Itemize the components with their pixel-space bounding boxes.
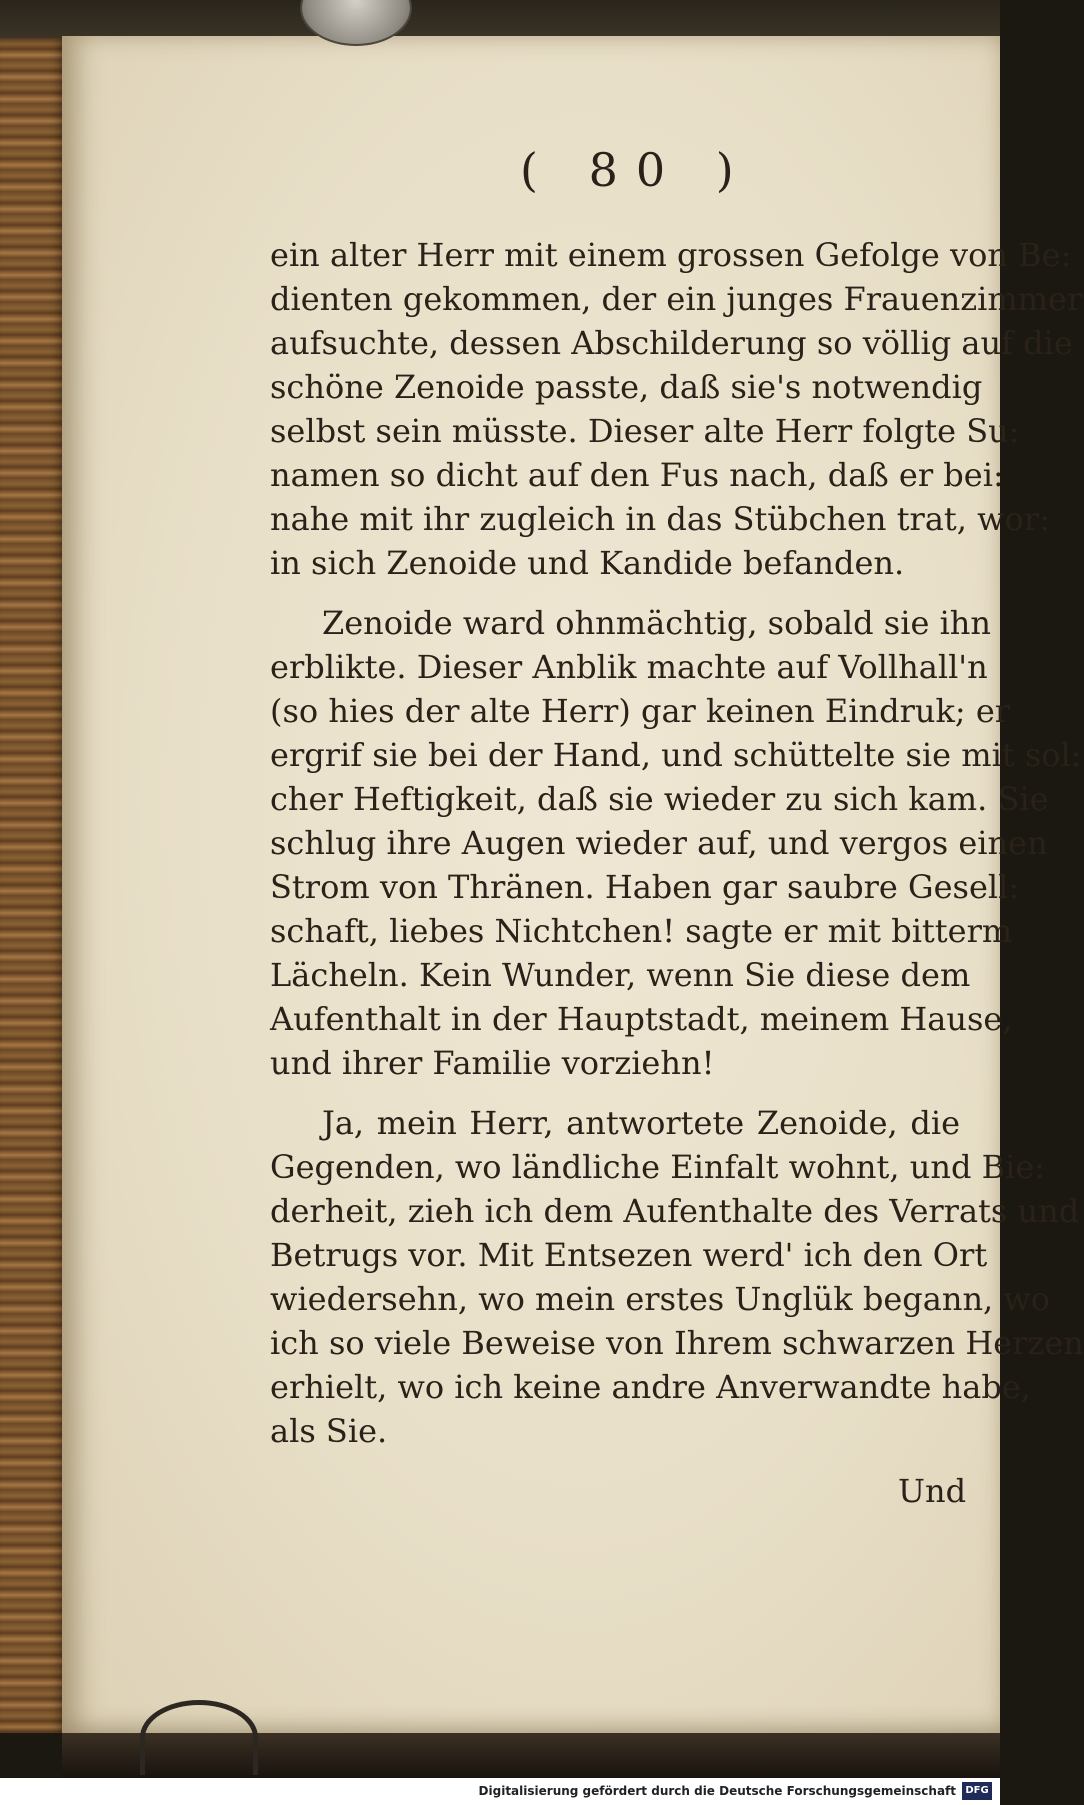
dfg-logo: DFG bbox=[962, 1782, 992, 1800]
paragraph-gap bbox=[270, 1085, 960, 1101]
paragraph bbox=[270, 1101, 1084, 1453]
page-number: ( 80 ) bbox=[520, 143, 752, 197]
text-line: selbst sein müsste. Dieser alte Herr folgte Su: bbox=[270, 412, 1020, 450]
text-line: (so hies der alte Herr) gar keinen Eindruk; er bbox=[270, 692, 1011, 730]
paragraph bbox=[270, 233, 1083, 585]
text-line: als Sie. bbox=[270, 1412, 388, 1450]
body-text bbox=[270, 233, 1084, 1453]
text-line: cher Heftigkeit, daß sie wieder zu sich kam. Sie bbox=[270, 780, 1049, 818]
text-line: Zenoide ward ohnmächtig, sobald sie ihn bbox=[322, 604, 992, 642]
scanner-top-edge bbox=[0, 0, 1000, 38]
text-line: Ja, mein Herr, antwortete Zenoide, die bbox=[322, 1104, 960, 1142]
paragraph-gap bbox=[270, 585, 960, 601]
text-line: derheit, zieh ich dem Aufenthalte des Verrats und bbox=[270, 1192, 1080, 1230]
text-line: Lächeln. Kein Wunder, wenn Sie diese dem bbox=[270, 956, 971, 994]
text-line: schöne Zenoide passte, daß sie's notwendig bbox=[270, 368, 983, 406]
text-line: ein alter Herr mit einem grossen Gefolge von Be: bbox=[270, 236, 1072, 274]
text-line: und ihrer Familie vorziehn! bbox=[270, 1044, 715, 1082]
text-line: ich so viele Beweise von Ihrem schwarzen Herzen bbox=[270, 1324, 1084, 1362]
text-line: ergrif sie bei der Hand, und schüttelte sie mit sol: bbox=[270, 736, 1082, 774]
book-spine-edge bbox=[0, 38, 68, 1733]
text-line: erblikte. Dieser Anblik machte auf Vollhall'n bbox=[270, 648, 988, 686]
text-line: in sich Zenoide und Kandide befanden. bbox=[270, 544, 905, 582]
funding-credit: Digitalisierung gefördert durch die Deutsche Forschungsgemeinschaft bbox=[478, 1784, 956, 1798]
text-line: Aufenthalt in der Hauptstadt, meinem Hause, bbox=[270, 1000, 1013, 1038]
text-line: Betrugs vor. Mit Entsezen werd' ich den Ort bbox=[270, 1236, 988, 1274]
text-line: Strom von Thränen. Haben gar saubre Gesell: bbox=[270, 868, 1020, 906]
text-line: erhielt, wo ich keine andre Anverwandte habe, bbox=[270, 1368, 1031, 1406]
page-clip-bottom bbox=[140, 1700, 258, 1775]
text-line: schlug ihre Augen wieder auf, und vergos einen bbox=[270, 824, 1048, 862]
paragraph bbox=[270, 601, 1082, 1085]
text-line: dienten gekommen, der ein junges Frauenzimmer bbox=[270, 280, 1083, 318]
text-line: namen so dicht auf den Fus nach, daß er bei: bbox=[270, 456, 1004, 494]
text-line: wiedersehn, wo mein erstes Unglük begann, wo bbox=[270, 1280, 1051, 1318]
text-line: Gegenden, wo ländliche Einfalt wohnt, und Bie: bbox=[270, 1148, 1046, 1186]
catchword: Und bbox=[898, 1472, 967, 1510]
text-line: aufsuchte, dessen Abschilderung so völlig auf die bbox=[270, 324, 1073, 362]
text-line: schaft, liebes Nichtchen! sagte er mit bitterm bbox=[270, 912, 1013, 950]
text-line: nahe mit ihr zugleich in das Stübchen trat, wor: bbox=[270, 500, 1050, 538]
